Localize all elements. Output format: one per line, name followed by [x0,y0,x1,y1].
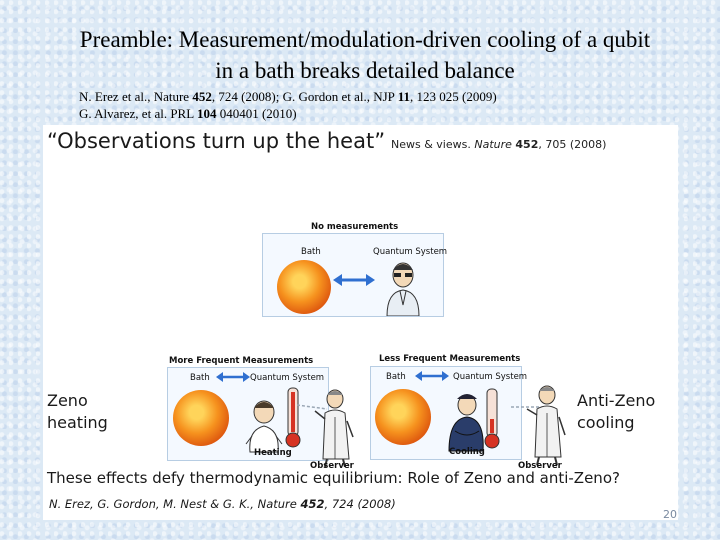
cooling-label: Cooling [449,447,485,457]
shivering-person-icon [443,385,519,455]
top-bath-label: Bath [301,247,321,257]
bottom-ref-journal: Nature [257,497,297,511]
page-number: 20 [663,508,677,520]
figure-panel [43,125,678,520]
observer-left-icon [297,387,359,467]
ref-text: N. Erez et al., Nature [79,89,193,104]
zeno-label-line1: Zeno [47,391,88,410]
right-box-title: Less Frequent Measurements [379,354,521,364]
right-quantum-system-label: Quantum System [453,372,528,382]
zeno-label-line2: heating [47,413,108,432]
ref-text: , 123 025 (2009) [409,89,497,104]
observer-right-label: Observer [518,461,562,471]
heating-label: Heating [254,448,292,458]
ref-text: , 724 (2008); G. Gordon et al., NJP [211,89,398,104]
observer-right-icon [511,383,573,467]
ref-volume: 452 [192,89,212,104]
ref-volume: 11 [397,89,410,104]
sun-bath-icon [173,390,229,446]
bottom-ref-volume: 452 [300,497,325,511]
figure-quote: “Observations turn up the heat” [47,129,386,153]
antizeno-cooling-label [577,390,655,434]
double-arrow-icon [415,370,449,382]
sun-bath-icon [375,389,431,445]
antizeno-label-line1: Anti-Zeno [577,391,656,410]
left-box-title: More Frequent Measurements [169,356,314,366]
news-volume: 452 [515,138,539,151]
bottom-reference [49,497,396,511]
bottom-ref-text: N. Erez, G. Gordon, M. Nest & G. K., [49,497,258,511]
ref-volume: 104 [196,106,217,121]
observer-left-label: Observer [310,461,354,471]
news-text: , 705 (2008) [538,138,607,151]
top-quantum-system-label: Quantum System [373,247,448,257]
person-icon [381,260,425,316]
reference-line2 [79,105,497,122]
bottom-statement: These effects defy thermodynamic equilibrium: Role of Zeno and anti-Zeno? [47,469,620,487]
slide-title-line1: Preamble: Measurement/modulation-driven cooling of a qubit [79,27,651,52]
left-bath-label: Bath [190,373,210,383]
news-views-ref [391,138,606,151]
slide-title [30,24,700,86]
top-box-title: No measurements [311,222,399,232]
antizeno-label-line2: cooling [577,413,635,432]
references [79,88,497,122]
news-journal: Nature [474,138,512,151]
ref-text: G. Alvarez, et al. PRL [79,106,197,121]
bottom-ref-text: , 724 (2008) [324,497,396,511]
no-measurement-box [262,233,448,317]
reference-line1 [79,88,497,105]
double-arrow-icon [216,371,250,383]
zeno-heating-label [47,390,108,434]
sun-bath-icon [277,260,331,314]
double-arrow-icon [333,272,375,288]
news-text: News & views. [391,138,475,151]
right-bath-label: Bath [386,372,406,382]
left-quantum-system-label: Quantum System [250,373,325,383]
slide-title-line2: in a bath breaks detailed balance [215,58,515,83]
less-frequent-box [370,366,528,460]
ref-text: 040401 (2010) [216,106,297,121]
